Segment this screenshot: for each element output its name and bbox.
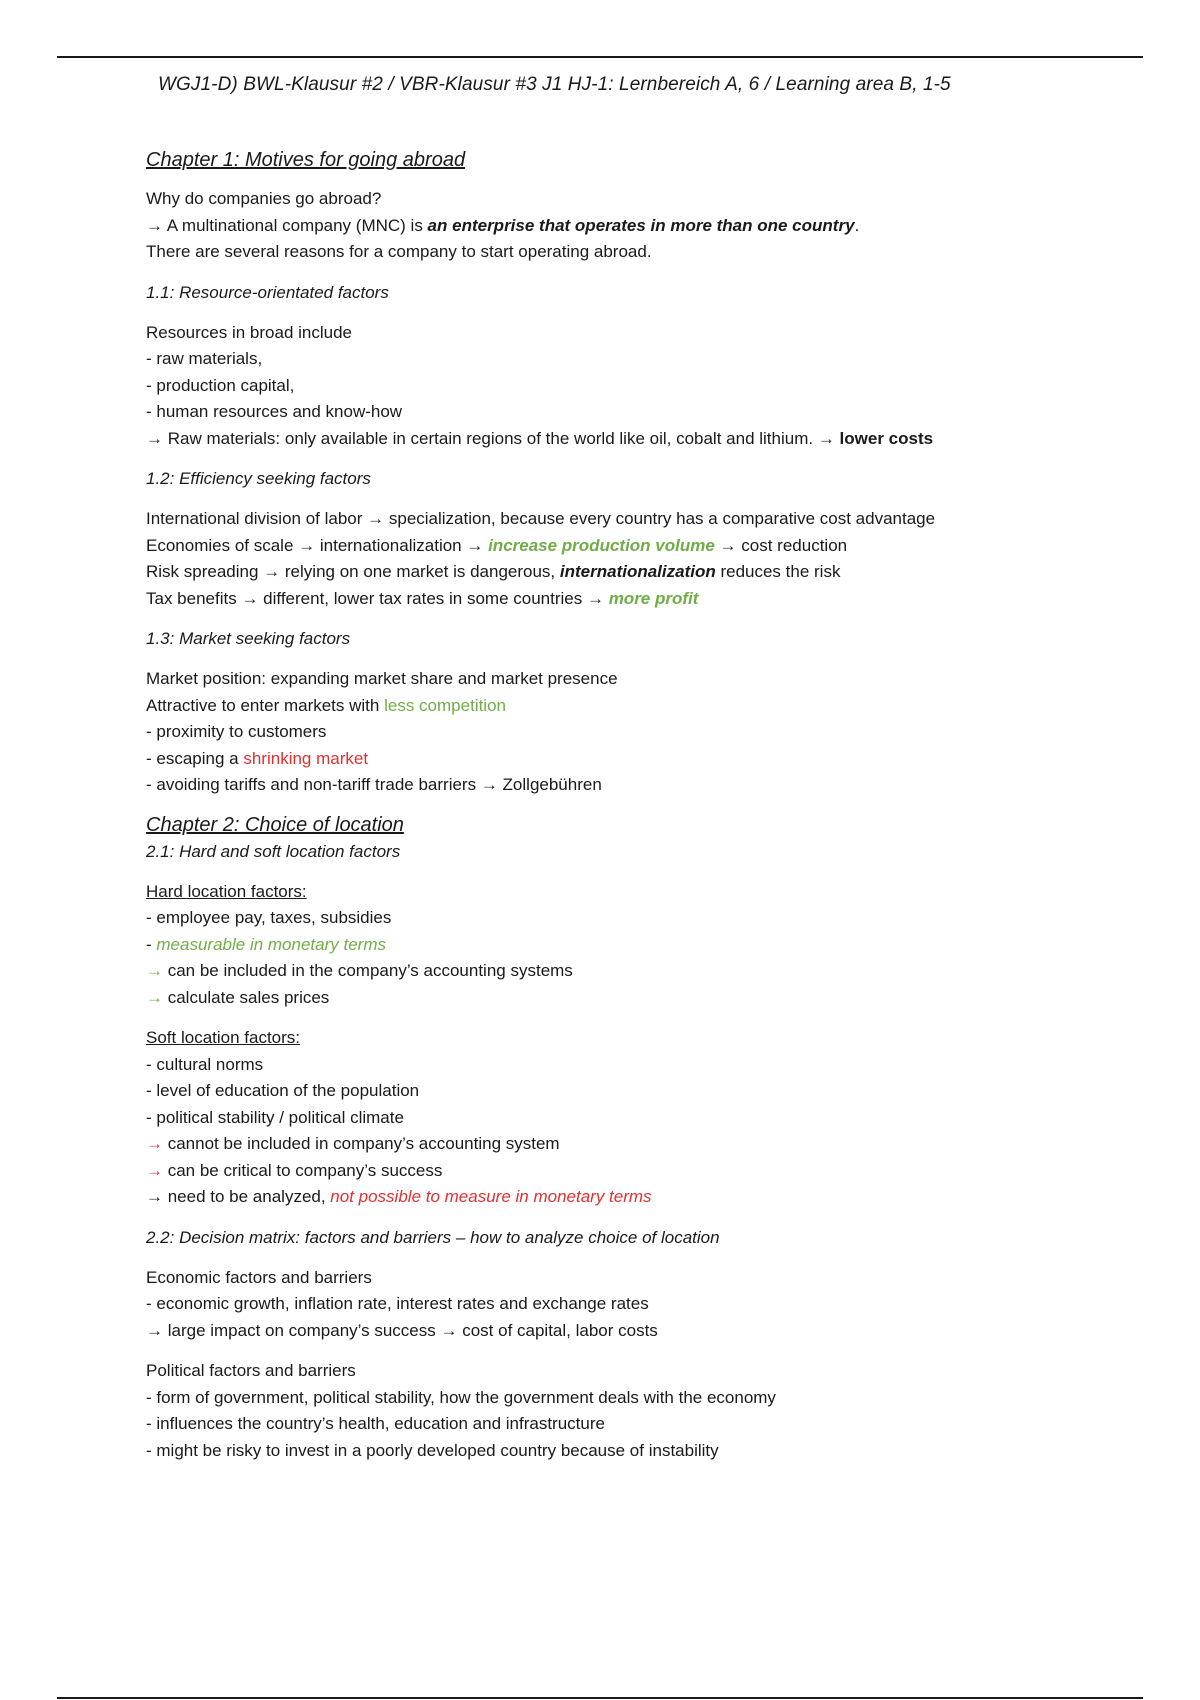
division-of-labor-line: International division of labor → specialization, because every country has a comparative cost advantage <box>146 509 936 528</box>
section-1-2-title: 1.2: Efficiency seeking factors <box>146 469 371 488</box>
arrow-icon: → <box>817 428 835 448</box>
section-2-1-title: 2.1: Hard and soft location factors <box>146 841 401 861</box>
section-1-3-title: 1.3: Market seeking factors <box>146 629 351 648</box>
list-item: - level of education of the population <box>146 1081 420 1100</box>
list-item: - proximity to customers <box>146 722 327 741</box>
question-line: Why do companies go abroad? <box>146 189 382 208</box>
list-item: - might be risky to invest in a poorly developed country because of instability <box>146 1440 719 1460</box>
chapter-1-title: Chapter 1: Motives for going abroad <box>146 149 466 171</box>
list-item: → can be critical to company’s success <box>146 1160 443 1180</box>
list-item: - form of government, political stability, how the government deals with the economy <box>146 1387 776 1407</box>
arrow-icon: → <box>719 535 737 555</box>
section-2-2-title: 2.2: Decision matrix: factors and barriers – how to analyze choice of location <box>146 1227 720 1247</box>
list-item: - measurable in monetary terms <box>146 934 386 954</box>
list-item: → cannot be included in company’s accounting system <box>146 1134 560 1153</box>
list-item: → calculate sales prices <box>146 987 330 1007</box>
section-1-1-title: 1.1: Resource-orientated factors <box>146 282 389 302</box>
mnc-definition: → A multinational company (MNC) is an enterprise that operates in more than one country. <box>146 215 860 235</box>
market-position-line: Market position: expanding market share and market presence <box>146 669 618 688</box>
arrow-icon: → <box>146 1187 163 1206</box>
raw-materials-line: → Raw materials: only available in certain regions of the world like oil, cobalt and lithium. → lower costs <box>146 428 934 448</box>
tax-benefits-line: Tax benefits → different, lower tax rates in some countries → more profit <box>146 588 699 608</box>
soft-factors-title: Soft location factors: <box>146 1028 301 1047</box>
arrow-icon: → <box>146 1320 163 1340</box>
list-item: - escaping a shrinking market <box>146 748 369 768</box>
arrow-icon: → <box>146 1134 163 1153</box>
economies-of-scale-line: Economies of scale → internationalization → increase production volume → cost reduction <box>146 535 848 555</box>
arrow-icon: → <box>440 1320 458 1340</box>
list-item: → can be included in the company’s accounting systems <box>146 961 573 980</box>
arrow-icon: → <box>146 987 163 1007</box>
top-rule <box>57 56 1143 58</box>
list-item: - avoiding tariffs and non-tariff trade barriers → Zollgebühren <box>146 775 602 794</box>
list-item: - employee pay, taxes, subsidies <box>146 908 392 927</box>
arrow-icon: → <box>263 562 281 581</box>
chapter-2-title: Chapter 2: Choice of location <box>146 813 404 836</box>
list-item: - influences the country’s health, education and infrastructure <box>146 1414 605 1433</box>
list-item: - political stability / political climate <box>146 1107 404 1127</box>
arrow-icon: → <box>298 535 316 555</box>
list-item: - cultural norms <box>146 1054 264 1074</box>
political-factors-title: Political factors and barriers <box>146 1361 356 1380</box>
arrow-icon: → <box>480 775 498 794</box>
arrow-icon: → <box>146 215 163 235</box>
list-item: - production capital, <box>146 375 295 395</box>
less-competition-line: Attractive to enter markets with less competition <box>146 695 506 715</box>
risk-spreading-line: Risk spreading → relying on one market is dangerous, internationalization reduces the risk <box>146 562 841 581</box>
list-item: → large impact on company’s success → cost of capital, labor costs <box>146 1320 658 1340</box>
list-item: - human resources and know-how <box>146 402 403 421</box>
arrow-icon: → <box>146 428 163 448</box>
reasons-line: There are several reasons for a company to start operating abroad. <box>146 242 652 261</box>
bottom-rule <box>57 1697 1143 1699</box>
economic-factors-title: Economic factors and barriers <box>146 1267 372 1287</box>
list-item: - raw materials, <box>146 349 263 368</box>
arrow-icon: → <box>367 509 385 528</box>
arrow-icon: → <box>241 588 259 608</box>
list-item: → need to be analyzed, not possible to measure in monetary terms <box>146 1187 652 1206</box>
document-body <box>146 146 1106 1464</box>
resources-intro: Resources in broad include <box>146 322 353 342</box>
arrow-icon: → <box>146 1160 163 1180</box>
page-header: WGJ1-D) BWL-Klausur #2 / VBR-Klausur #3 J1 HJ-1: Lernbereich A, 6 / Learning area B, 1-5 <box>158 74 951 95</box>
arrow-icon: → <box>586 588 604 608</box>
arrow-icon: → <box>146 961 163 980</box>
hard-factors-title: Hard location factors: <box>146 881 307 901</box>
list-item: - economic growth, inflation rate, interest rates and exchange rates <box>146 1294 649 1313</box>
arrow-icon: → <box>466 535 484 555</box>
